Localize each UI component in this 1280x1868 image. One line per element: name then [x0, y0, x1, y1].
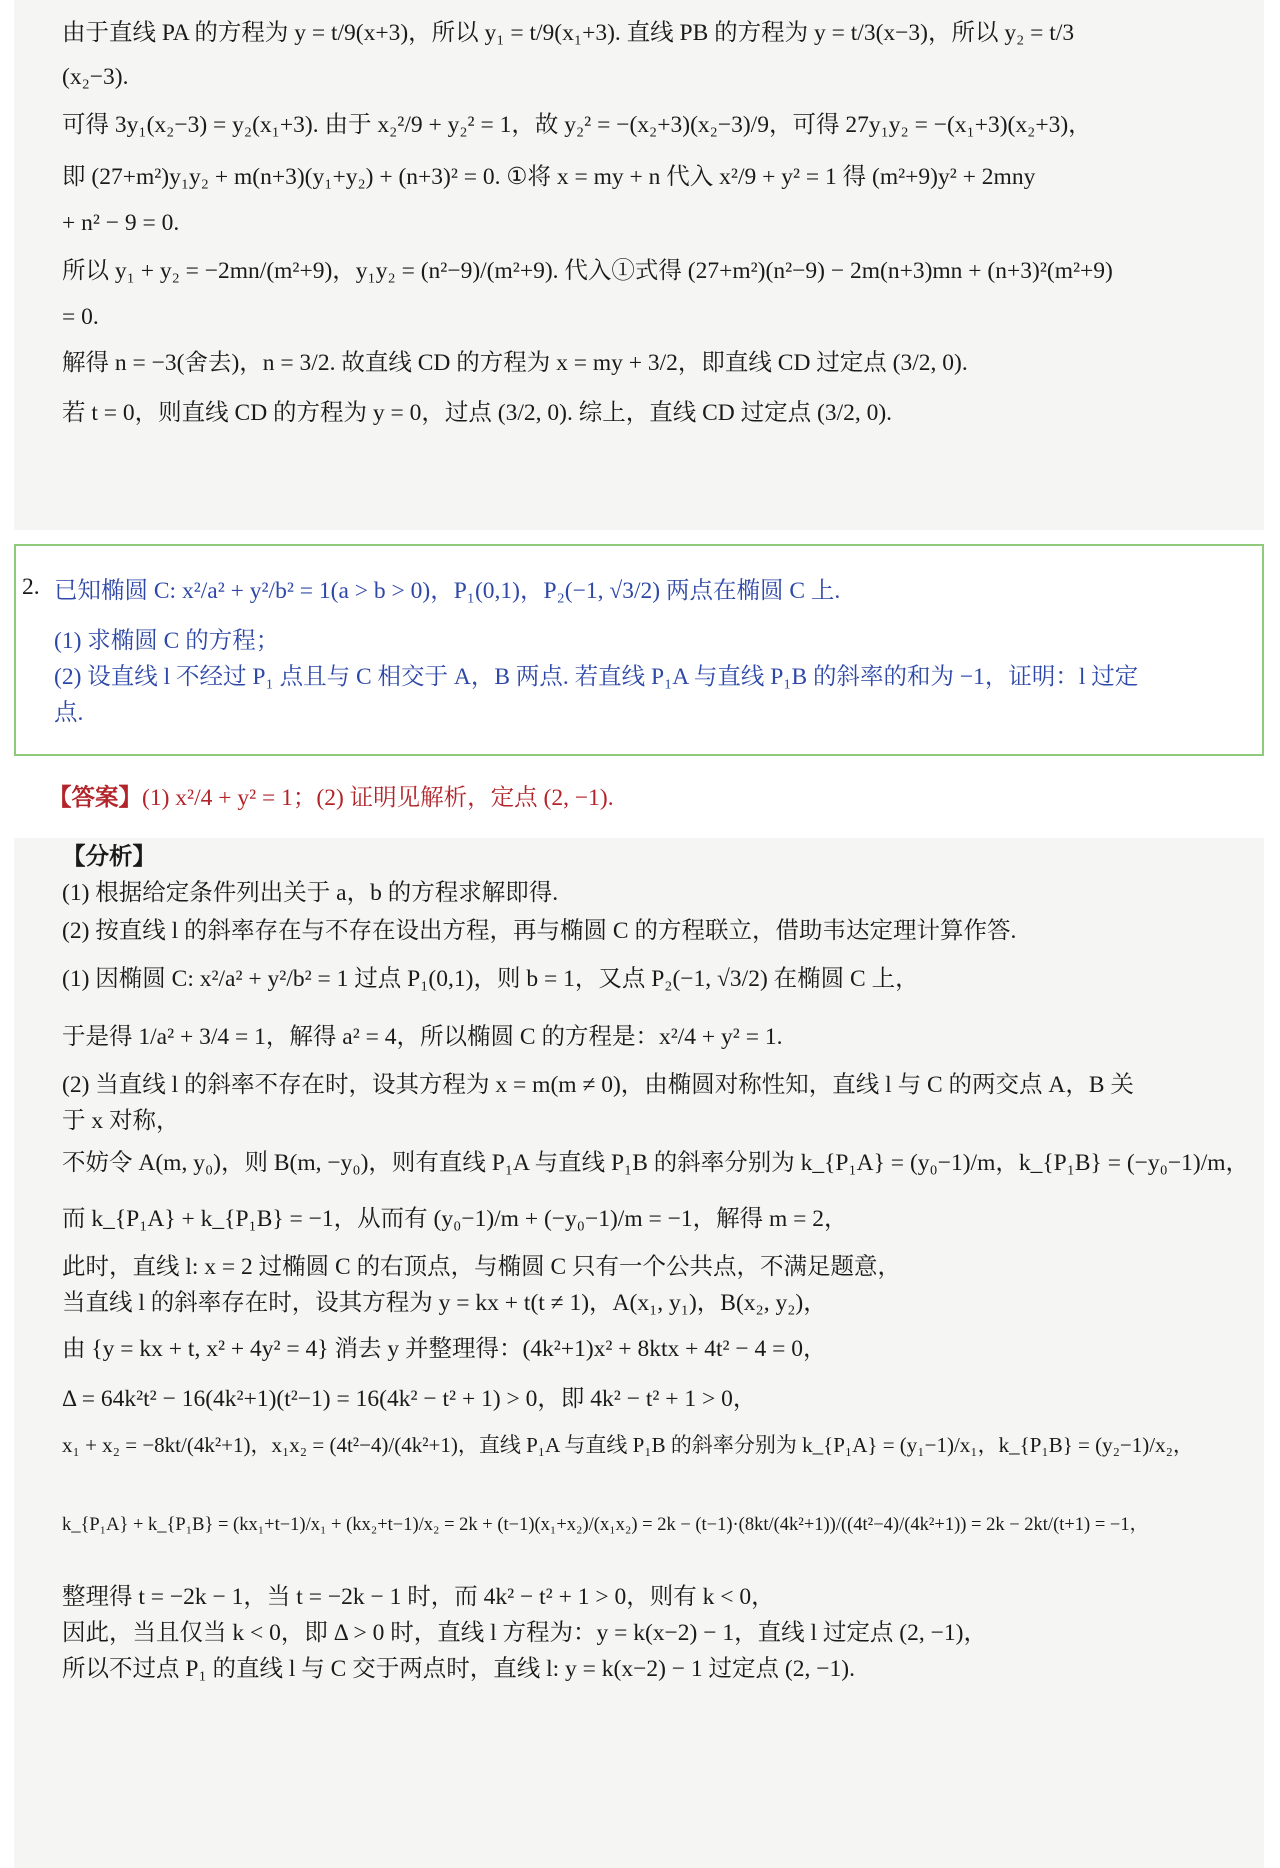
text-line: = 0. [62, 304, 99, 330]
analysis-block [14, 838, 1264, 1868]
analysis-line: k_{P₁A} + k_{P₁B} = (kx₁+t−1)/x₁ + (kx₂+t−1)/x₂ = 2k + (t−1)(x₁+x₂)/(x₁x₂) = 2k − (t−1)·(8kt/(4k²+1))/((4t²−4)/(4k²+1)) = 2k − 2kt/(t+1) = −1， [62, 1515, 1149, 1535]
problem-part-2: (2) 设直线 l 不经过 P₁ 点且与 C 相交于 A，B 两点. 若直线 P₁A 与直线 P₁B 的斜率的和为 −1，证明：l 过定 [54, 664, 1139, 690]
analysis-line: 所以不过点 P₁ 的直线 l 与 C 交于两点时，直线 l: y = k(x−2) − 1 过定点 (2, −1). [62, 1656, 855, 1682]
text-line: 若 t = 0，则直线 CD 的方程为 y = 0，过点 (3/2, 0). 综上，直线 CD 过定点 (3/2, 0). [62, 400, 893, 426]
text-line: 即 (27+m²)y₁y₂ + m(n+3)(y₁+y₂) + (n+3)² = 0. ①将 x = my + n 代入 x²/9 + y² = 1 得 (m²+9)y² + 2mny [62, 164, 1036, 190]
analysis-line: 而 k_{P₁A} + k_{P₁B} = −1，从而有 (y₀−1)/m + (−y₀−1)/m = −1，解得 m = 2， [62, 1206, 848, 1232]
text-line: (x₂−3). [62, 64, 129, 90]
answer-line [48, 778, 614, 812]
analysis-line: 整理得 t = −2k − 1，当 t = −2k − 1 时，而 4k² − t² + 1 > 0，则有 k < 0， [62, 1584, 775, 1610]
analysis-title: 【分析】 [62, 844, 156, 870]
text-line: 解得 n = −3(舍去)，n = 3/2. 故直线 CD 的方程为 x = my + 3/2，即直线 CD 过定点 (3/2, 0). [62, 350, 968, 376]
analysis-line: 于 x 对称， [62, 1108, 180, 1134]
analysis-line: 于是得 1/a² + 3/4 = 1，解得 a² = 4，所以椭圆 C 的方程是：x²/4 + y² = 1. [62, 1024, 783, 1050]
problem-statement: 已知椭圆 C: x²/a² + y²/b² = 1(a > b > 0)，P₁(0,1)，P₂(−1, √3/2) 两点在椭圆 C 上. [54, 578, 841, 604]
analysis-line: (1) 根据给定条件列出关于 a，b 的方程求解即得. [62, 880, 559, 906]
analysis-line: 此时，直线 l: x = 2 过椭圆 C 的右顶点，与椭圆 C 只有一个公共点，不满足题意， [62, 1254, 902, 1280]
answer-text: (1) x²/4 + y² = 1；(2) 证明见解析，定点 (2, −1). [142, 785, 614, 811]
top-solution-block [14, 0, 1264, 530]
text-line: + n² − 9 = 0. [62, 210, 180, 236]
analysis-line: 因此，当且仅当 k < 0，即 Δ > 0 时，直线 l 方程为：y = k(x−2) − 1，直线 l 过定点 (2, −1)， [62, 1620, 987, 1646]
analysis-line: (2) 按直线 l 的斜率存在与不存在设出方程，再与椭圆 C 的方程联立，借助韦达定理计算作答. [62, 918, 1017, 944]
problem-number: 2. [22, 574, 40, 600]
analysis-line: (2) 当直线 l 的斜率不存在时，设其方程为 x = m(m ≠ 0)，由椭圆对称性知，直线 l 与 C 的两交点 A，B 关 [62, 1072, 1134, 1098]
analysis-line: 由 {y = kx + t, x² + 4y² = 4} 消去 y 并整理得：(4k²+1)x² + 8ktx + 4t² − 4 = 0， [62, 1336, 827, 1362]
analysis-line: Δ = 64k²t² − 16(4k²+1)(t²−1) = 16(4k² − t² + 1) > 0，即 4k² − t² + 1 > 0， [62, 1386, 757, 1412]
answer-label: 【答案】 [48, 785, 142, 811]
analysis-line: 不妨令 A(m, y₀)，则 B(m, −y₀)，则有直线 P₁A 与直线 P₁B 的斜率分别为 k_{P₁A} = (y₀−1)/m，k_{P₁B} = (−y₀−1)/m， [62, 1150, 1250, 1176]
analysis-line: x₁ + x₂ = −8kt/(4k²+1)，x₁x₂ = (4t²−4)/(4k²+1)，直线 P₁A 与直线 P₁B 的斜率分别为 k_{P₁A} = (y₁−1)/x₁，k_{P₁B} = (y₂−1)/x₂， [62, 1433, 1194, 1457]
problem-part-2-cont: 点. [54, 700, 84, 726]
problem-part-1: (1) 求椭圆 C 的方程； [54, 628, 280, 654]
analysis-line: 当直线 l 的斜率存在时，设其方程为 y = kx + t(t ≠ 1)，A(x₁, y₁)，B(x₂, y₂)， [62, 1290, 827, 1316]
text-line: 由于直线 PA 的方程为 y = t/9(x+3)，所以 y₁ = t/9(x₁+3). 直线 PB 的方程为 y = t/3(x−3)，所以 y₂ = t/3 [62, 20, 1075, 46]
analysis-line: (1) 因椭圆 C: x²/a² + y²/b² = 1 过点 P₁(0,1)，则 b = 1，又点 P₂(−1, √3/2) 在椭圆 C 上， [62, 966, 919, 992]
text-line: 可得 3y₁(x₂−3) = y₂(x₁+3). 由于 x₂²/9 + y₂² = 1，故 y₂² = −(x₂+3)(x₂−3)/9，可得 27y₁y₂ = −(x₁+3)(x₂+3)， [62, 112, 1092, 138]
problem-box [14, 544, 1264, 756]
text-line: 所以 y₁ + y₂ = −2mn/(m²+9)，y₁y₂ = (n²−9)/(m²+9). 代入①式得 (27+m²)(n²−9) − 2m(n+3)mn + (n+3)²(m²+9) [62, 258, 1113, 284]
